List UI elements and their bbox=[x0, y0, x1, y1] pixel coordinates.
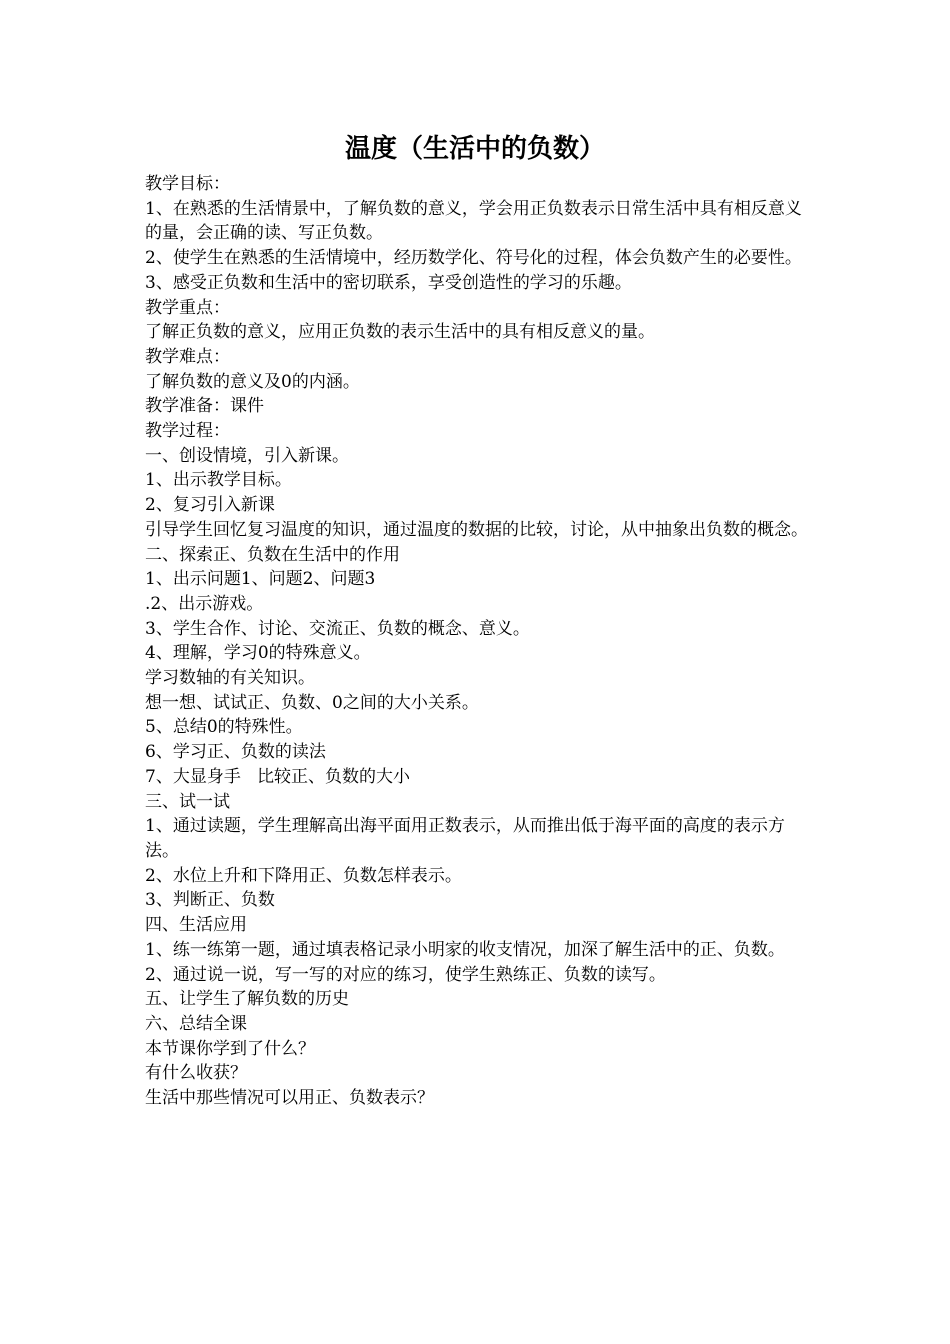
doc-line: 教学难点： bbox=[145, 346, 230, 367]
doc-line: 本节课你学到了什么？ bbox=[145, 1038, 315, 1059]
doc-line: 教学准备：课件 bbox=[145, 396, 264, 417]
doc-line: 1、出示教学目标。 bbox=[145, 470, 292, 491]
doc-line: 7、大显身手 比较正、负数的大小 bbox=[145, 766, 411, 787]
doc-line: 5、总结0的特殊性。 bbox=[145, 717, 303, 738]
doc-line: 6、学习正、负数的读法 bbox=[145, 742, 326, 763]
doc-line: 1、练一练第一题，通过填表格记录小明家的收支情况，加深了解生活中的正、负数。 bbox=[145, 939, 785, 960]
doc-line: 1、在熟悉的生活情景中，了解负数的意义，学会用正负数表示日常生活中具有相反意义的量，会正确的读、写正负数。 bbox=[145, 198, 802, 244]
document-title: 温度（生活中的负数） bbox=[344, 134, 605, 164]
doc-line: 有什么收获？ bbox=[145, 1063, 247, 1084]
doc-line: 2、使学生在熟悉的生活情境中，经历数学化、符号化的过程，体会负数产生的必要性。 bbox=[145, 248, 802, 269]
doc-line: 2、复习引入新课 bbox=[145, 495, 275, 516]
doc-line: 教学重点： bbox=[145, 297, 230, 318]
doc-line: 生活中那些情况可以用正、负数表示？ bbox=[145, 1088, 434, 1109]
doc-line: 教学目标： bbox=[145, 174, 230, 194]
doc-line: 五、让学生了解负数的历史 bbox=[145, 989, 349, 1010]
doc-line: 了解正负数的意义，应用正负数的表示生活中的具有相反意义的量。 bbox=[145, 322, 655, 343]
doc-line: 了解负数的意义及0的内涵。 bbox=[145, 371, 360, 392]
doc-line: 一、创设情境，引入新课。 bbox=[145, 445, 349, 466]
doc-line: 1、出示问题1、问题2、问题3 bbox=[145, 569, 376, 590]
doc-line: 想一想、试试正、负数、0之间的大小关系。 bbox=[145, 692, 479, 713]
document-body bbox=[145, 172, 815, 1111]
doc-line: 3、学生合作、讨论、交流正、负数的概念、意义。 bbox=[145, 618, 530, 639]
doc-line: 4、理解，学习0的特殊意义。 bbox=[145, 643, 371, 664]
doc-line: 3、判断正、负数 bbox=[145, 890, 275, 911]
doc-line: 3、感受正负数和生活中的密切联系，享受创造性的学习的乐趣。 bbox=[145, 272, 632, 293]
doc-line: 二、探索正、负数在生活中的作用 bbox=[145, 544, 400, 565]
doc-line: .2、出示游戏。 bbox=[145, 593, 264, 614]
doc-line: 四、生活应用 bbox=[145, 915, 247, 936]
doc-line: 六、总结全课 bbox=[145, 1013, 247, 1034]
doc-line: 教学过程： bbox=[145, 421, 230, 442]
doc-line: 2、通过说一说，写一写的对应的练习，使学生熟练正、负数的读写。 bbox=[145, 964, 666, 985]
doc-line: 2、水位上升和下降用正、负数怎样表示。 bbox=[145, 865, 462, 886]
doc-line: 引导学生回忆复习温度的知识，通过温度的数据的比较，讨论，从中抽象出负数的概念。 bbox=[145, 519, 808, 540]
doc-line: 学习数轴的有关知识。 bbox=[145, 668, 315, 689]
doc-line: 三、试一试 bbox=[145, 791, 230, 812]
doc-line: 1、通过读题，学生理解高出海平面用正数表示，从而推出低于海平面的高度的表示方法。 bbox=[145, 816, 785, 861]
